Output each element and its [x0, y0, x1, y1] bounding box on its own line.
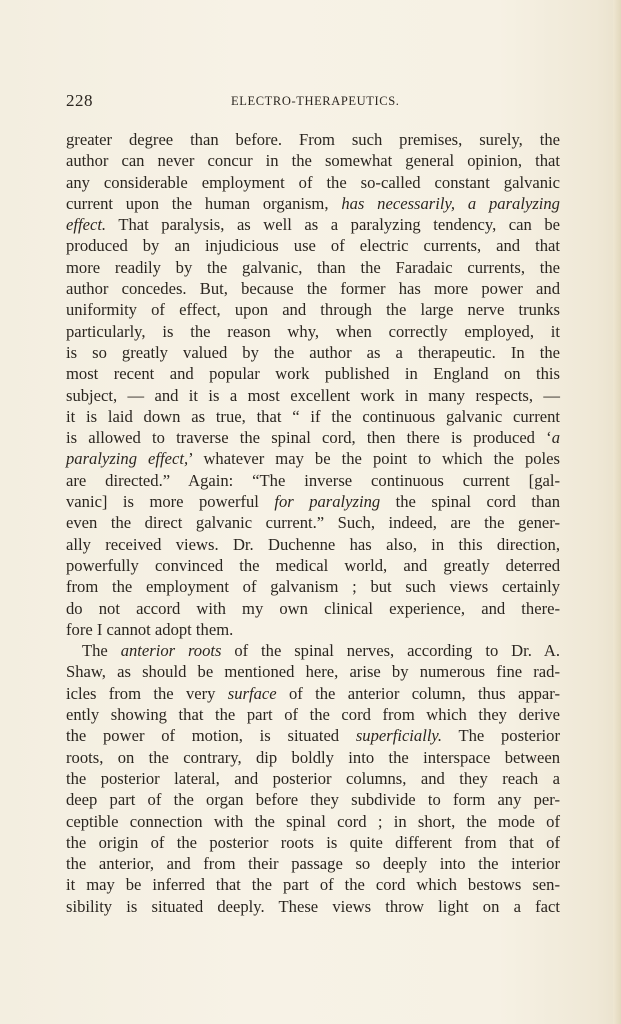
text-line — [66, 853, 560, 874]
text-segment: of the spinal nerves, according to Dr. A. — [221, 641, 560, 661]
text-segment: the spinal cord than — [380, 492, 560, 512]
text-segment: powerfully convinced the medical world, and greatly deterred — [66, 555, 560, 575]
italic-text-segment: paralyzing effect, — [66, 449, 189, 469]
text-segment: are directed.” Again: “The inverse continuous current [gal- — [66, 470, 560, 490]
text-segment: vanic] is more powerful — [66, 492, 275, 512]
text-segment: the anterior, and from their passage so deeply into the interior — [66, 854, 560, 874]
text-line — [66, 193, 560, 214]
text-line — [66, 512, 560, 533]
text-line — [66, 385, 560, 406]
text-line — [66, 704, 560, 725]
text-line — [66, 150, 560, 171]
text-line — [66, 470, 560, 491]
text-line — [66, 768, 560, 789]
text-line — [66, 235, 560, 256]
text-segment: ently showing that the part of the cord from which they derive — [66, 705, 560, 725]
text-line — [66, 214, 560, 235]
text-segment: author can never concur in the somewhat general opinion, that — [66, 151, 560, 171]
text-segment: from the employment of galvanism ; but such views certainly — [66, 577, 560, 597]
text-segment: most recent and popular work published in England on this — [66, 364, 560, 384]
text-segment: of the anterior column, thus appar- — [276, 683, 560, 703]
text-line — [66, 448, 560, 469]
italic-text-segment: superficially. — [355, 726, 443, 746]
text-segment: it is laid down as true, that “ if the continuous galvanic current — [66, 406, 560, 426]
page-edge-shadow — [613, 0, 621, 1024]
text-line — [66, 619, 560, 640]
italic-text-segment: anterior roots — [120, 641, 222, 661]
text-line — [66, 257, 560, 278]
text-line — [66, 598, 560, 619]
italic-text-segment: a — [551, 428, 560, 448]
text-line — [66, 832, 560, 853]
text-line — [66, 321, 560, 342]
text-segment: sibility is situated deeply. These views throw light on a fact — [66, 896, 560, 916]
text-line — [66, 725, 560, 746]
text-segment: the posterior lateral, and posterior columns, and they reach a — [66, 768, 560, 788]
text-line — [66, 342, 560, 363]
italic-text-segment: has necessarily, a paralyzing — [341, 193, 560, 213]
text-line — [66, 661, 560, 682]
text-segment: deep part of the organ before they subdivide to form any per- — [66, 790, 560, 810]
running-head: ELECTRO-THERAPEUTICS. — [231, 94, 400, 108]
text-segment: The — [82, 641, 121, 661]
text-line — [66, 278, 560, 299]
body-text — [66, 129, 560, 917]
italic-text-segment: effect. — [66, 215, 107, 235]
text-segment: any considerable employment of the so-called constant galvanic — [66, 172, 560, 192]
italic-text-segment: for paralyzing — [274, 492, 381, 512]
text-line — [66, 811, 560, 832]
text-line — [66, 747, 560, 768]
text-line — [66, 491, 560, 512]
text-segment: even the direct galvanic current.” Such, indeed, are the gener- — [66, 513, 560, 533]
text-segment: the power of motion, is situated — [66, 726, 356, 746]
text-segment: uniformity of effect, upon and through the large nerve trunks — [66, 300, 560, 320]
text-line — [66, 363, 560, 384]
text-line — [66, 427, 560, 448]
text-line — [66, 534, 560, 555]
text-segment: ceptible connection with the spinal cord ; in short, the mode of — [66, 811, 560, 831]
text-line — [66, 299, 560, 320]
text-line — [66, 789, 560, 810]
text-segment: The posterior — [442, 726, 560, 746]
text-line — [66, 555, 560, 576]
text-segment: icles from the very — [66, 683, 228, 703]
page-header — [66, 91, 560, 113]
text-segment: it may be inferred that the part of the cord which bestows sen- — [66, 875, 560, 895]
text-segment: particularly, is the reason why, when correctly employed, it — [66, 321, 560, 341]
text-line — [66, 406, 560, 427]
text-segment: is allowed to traverse the spinal cord, then there is produced ‘ — [66, 428, 552, 448]
text-segment: fore I cannot adopt them. — [66, 619, 234, 639]
text-line — [66, 683, 560, 704]
text-segment: author concedes. But, because the former has more power and — [66, 279, 560, 299]
text-line — [66, 640, 560, 661]
text-segment: That paralysis, as well as a paralyzing tendency, can be — [106, 215, 560, 235]
text-segment: is so greatly valued by the author as a therapeutic. In the — [66, 342, 560, 362]
text-segment: roots, on the contrary, dip boldly into the interspace between — [66, 747, 560, 767]
text-segment: subject, — and it is a most excellent work in many respects, — — [66, 385, 560, 405]
text-segment: ’ whatever may be the point to which the poles — [188, 449, 560, 469]
text-line — [66, 129, 560, 150]
text-line — [66, 172, 560, 193]
text-segment: current upon the human organism, — [66, 193, 342, 213]
text-segment: Shaw, as should be mentioned here, arise by numerous fine rad- — [66, 662, 560, 682]
text-line — [66, 874, 560, 895]
text-segment: the origin of the posterior roots is quite different from that of — [66, 832, 560, 852]
text-line — [66, 896, 560, 917]
text-segment: more readily by the galvanic, than the Faradaic currents, the — [66, 257, 560, 277]
text-line — [66, 576, 560, 597]
italic-text-segment: surface — [227, 683, 277, 703]
text-segment: greater degree than before. From such premises, surely, the — [66, 130, 560, 149]
text-segment: ally received views. Dr. Duchenne has also, in this direction, — [66, 534, 560, 554]
page-number: 228 — [66, 91, 93, 110]
text-segment: produced by an injudicious use of electric currents, and that — [66, 236, 560, 256]
text-segment: do not accord with my own clinical experience, and there- — [66, 598, 560, 618]
